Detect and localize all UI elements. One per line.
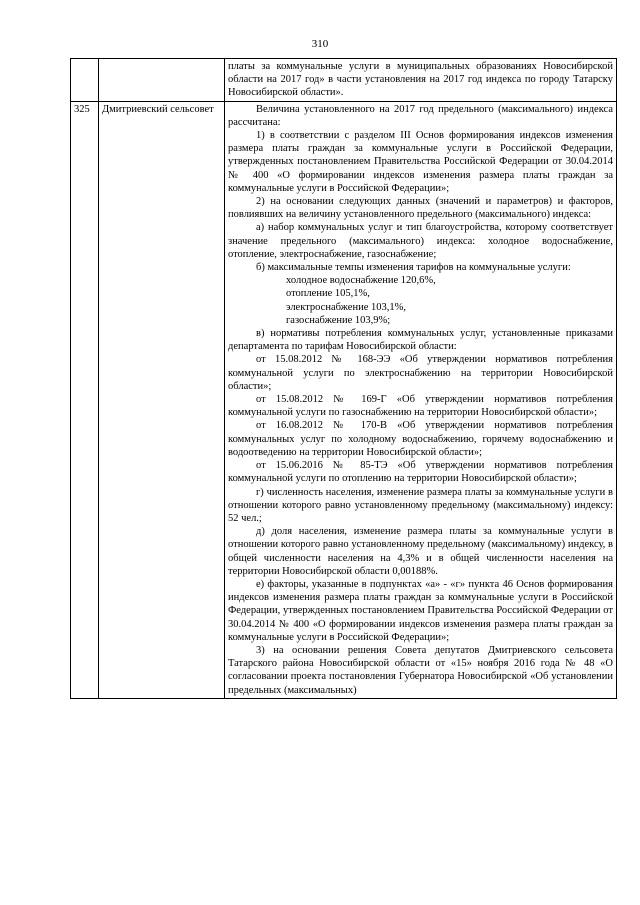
cell-empty-number bbox=[71, 59, 99, 102]
paragraph: д) доля населения, изменение размера платы за коммунальные услуги в отношении которого равно установленному предельному (максимальному) индексу, в общей численности населения на 4,3% и в общей численности населения на территории Новосибирской области 0,00188%. bbox=[228, 526, 613, 577]
paragraph: г) численность населения, изменение размера платы за коммунальные услуги в отношении которого равно установленному предельному (максимальному) индексу: 52 чел.; bbox=[228, 486, 613, 524]
index-table bbox=[70, 58, 617, 699]
paragraph: от 15.08.2012 № 169-Г «Об утверждении нормативов потребления коммунальной услуги по газоснабжению на территории Новосибирской области»; bbox=[228, 394, 613, 419]
cell-empty-name bbox=[99, 59, 225, 102]
paragraph: 3) на основании решения Совета депутатов Дмитриевского сельсовета Татарского района Новосибирской области от «15» ноября 2016 года № 48 «О согласовании проекта постановления Губернатора Новосибирской «Об установлении предельных (максимальных) bbox=[228, 644, 613, 696]
table-row-continuation bbox=[71, 59, 617, 102]
paragraph: б) максимальные темпы изменения тарифов на коммунальные услуги: bbox=[256, 262, 571, 274]
paragraph: 2) на основании следующих данных (значений и параметров) и факторов, повлиявших на величину установленного предельного (максимального) индекса: bbox=[228, 196, 613, 221]
entry-number: 325 bbox=[71, 101, 99, 698]
paragraph: 1) в соответствии с разделом III Основ формирования индексов изменения размера платы граждан за коммунальные услуги в Российской Федерации, утвержденных постановлением Правительства Российской Федерации от 30.04.2014 № 400 «О формировании индексов изменения размера платы граждан за коммунальные услуги в Российской Федерации»; bbox=[228, 130, 613, 194]
paragraph: а) набор коммунальных услуг и тип благоустройства, которому соответствует значение предельного (максимального) индекса: холодное водоснабжение, отопление, электроснабжение, газоснабжение; bbox=[228, 222, 613, 260]
paragraph: е) факторы, указанные в подпунктах «а» - «г» пункта 46 Основ формирования индексов изменения размера платы граждан за коммунальные услуги в Российской Федерации, утвержденных постановлением Правительства Российской Федерации от 30.04.2014 № 400 «О формировании индексов изменения размера платы граждан за коммунальные услуги в Российской Федерации»; bbox=[228, 578, 613, 643]
paragraph: от 15.08.2012 № 168-ЭЭ «Об утверждении нормативов потребления коммунальной услуги по электроснабжению на территории Новосибирской области»; bbox=[228, 354, 613, 392]
table-row-entry bbox=[71, 101, 617, 698]
paragraph: в) нормативы потребления коммунальных услуг, установленные приказами департамента по тарифам Новосибирской области: bbox=[228, 328, 613, 353]
continuation-cell bbox=[225, 59, 617, 102]
tariff-item: газоснабжение 103,9%; bbox=[286, 314, 391, 326]
paragraph: Величина установленного на 2017 год предельного (максимального) индекса рассчитана: bbox=[228, 103, 613, 128]
tariff-item: холодное водоснабжение 120,6%, bbox=[286, 275, 436, 287]
entry-body bbox=[225, 101, 617, 698]
paragraph: от 15.06.2016 № 85-ТЭ «Об утверждении нормативов потребления коммунальной услуги по отоплению на территории Новосибирской области»; bbox=[228, 460, 613, 485]
entry-name: Дмитриевский сельсовет bbox=[99, 101, 225, 698]
continuation-text: платы за коммунальные услуги в муниципальных образованиях Новосибирской области на 2017 год» в части установления на 2017 год индекса по городу Татарску Новосибирской области». bbox=[228, 61, 613, 99]
page-number: 310 bbox=[311, 38, 329, 50]
paragraph: от 16.08.2012 № 170-В «Об утверждении нормативов потребления коммунальных услуг по холодному водоснабжению, горячему водоснабжению и водоотведению на территории Новосибирской области»; bbox=[228, 420, 613, 458]
tariff-item: электроснабжение 103,1%, bbox=[286, 301, 406, 313]
tariff-item: отопление 105,1%, bbox=[286, 288, 370, 300]
